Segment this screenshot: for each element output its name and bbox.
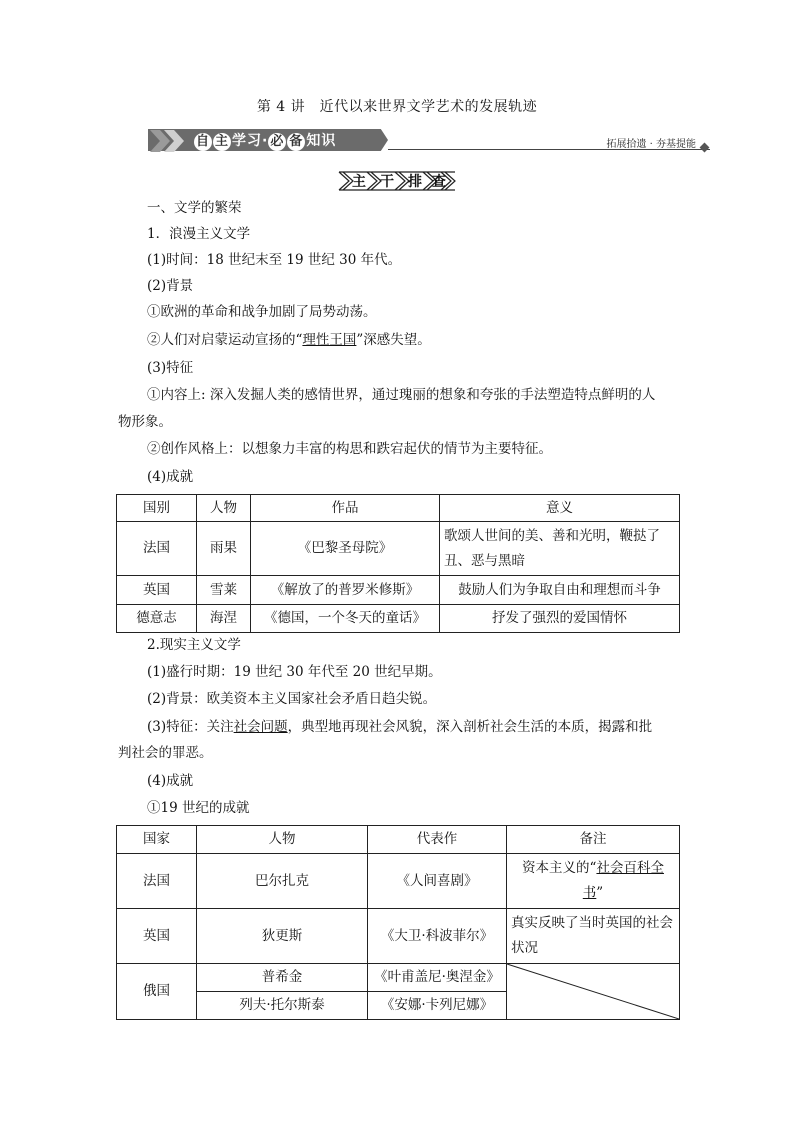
diagonal-line bbox=[507, 964, 679, 1019]
table-cell: 德意志 bbox=[117, 605, 197, 633]
table-cell: 雪莱 bbox=[197, 576, 251, 605]
table-cell: 列夫·托尔斯泰 bbox=[197, 992, 368, 1020]
subheading bbox=[0, 170, 794, 196]
underlined-term: 社会问题 bbox=[233, 719, 288, 735]
table-header: 人物 bbox=[197, 495, 251, 522]
table-row bbox=[117, 909, 680, 964]
paragraph: ①欧洲的革命和战争加剧了局势动荡。 bbox=[147, 304, 377, 320]
table-header-row bbox=[117, 495, 680, 522]
paragraph: ①内容上: 深入发掘人类的感情世界，通过瑰丽的想象和夸张的手法塑造特点鲜明的人 bbox=[147, 387, 656, 403]
paragraph-label: (2)背景 bbox=[147, 278, 194, 294]
banner-title bbox=[194, 130, 336, 151]
banner-text-2: 知识 bbox=[306, 133, 337, 149]
table-cell: 《叶甫盖尼·奥涅金》 bbox=[368, 964, 507, 992]
paragraph: (1)盛行时期：19 世纪 30 年代至 20 世纪早期。 bbox=[147, 664, 442, 680]
table-cell: 鼓励人们为争取自由和理想而斗争 bbox=[440, 576, 680, 605]
table-cell: 《安娜·卡列尼娜》 bbox=[368, 992, 507, 1020]
table-header: 代表作 bbox=[368, 826, 507, 854]
subsection-heading: 1．浪漫主义文学 bbox=[147, 226, 251, 242]
subheading-char: 排 bbox=[408, 174, 422, 190]
table-row bbox=[117, 854, 680, 909]
diamond-icon bbox=[700, 143, 710, 153]
paragraph-label: (4)成就 bbox=[147, 469, 194, 485]
realism-table bbox=[116, 825, 680, 1020]
chevron-arrows-icon bbox=[150, 127, 192, 155]
table-cell: 普希金 bbox=[197, 964, 368, 992]
banner-char-circle: 主 bbox=[214, 134, 229, 149]
paragraph bbox=[147, 330, 431, 350]
table-cell: 《人间喜剧》 bbox=[368, 854, 507, 909]
table-cell: 巴尔扎克 bbox=[197, 854, 368, 909]
table-cell: 雨果 bbox=[197, 522, 251, 576]
table-cell: 法国 bbox=[117, 522, 197, 576]
paragraph-label: (3)特征 bbox=[147, 360, 194, 376]
table-header: 意义 bbox=[440, 495, 680, 522]
table-cell: 歌颂人世间的美、善和光明，鞭挞了丑、恶与黑暗 bbox=[440, 522, 680, 576]
table-header: 人物 bbox=[197, 826, 368, 854]
paragraph: (1)时间：18 世纪末至 19 世纪 30 年代。 bbox=[147, 252, 402, 268]
banner-char-circle: 备 bbox=[289, 134, 304, 149]
text-span: ，典型地再现社会风貌，深入剖析社会生活的本质，揭露和批 bbox=[287, 719, 653, 735]
subsection-heading: 2.现实主义文学 bbox=[147, 637, 241, 653]
subheading-char: 查 bbox=[432, 174, 446, 190]
underlined-term: 理性王国 bbox=[302, 332, 357, 348]
underlined-term: 社会百科全 bbox=[596, 860, 664, 876]
paragraph: (2)背景：欧美资本主义国家社会矛盾日趋尖锐。 bbox=[147, 691, 437, 707]
table-cell bbox=[507, 854, 680, 909]
subheading-char: 主 bbox=[352, 174, 366, 190]
table-cell: 法国 bbox=[117, 854, 197, 909]
table-cell: 《巴黎圣母院》 bbox=[251, 522, 440, 576]
table-cell: 俄国 bbox=[117, 964, 197, 1020]
banner-char-circle: 必 bbox=[270, 134, 285, 149]
table-cell: 英国 bbox=[117, 576, 197, 605]
paragraph: 物形象。 bbox=[118, 414, 172, 430]
table-header: 国别 bbox=[117, 495, 197, 522]
text-span: ②人们对启蒙运动宣扬的“ bbox=[147, 332, 303, 348]
table-header: 国家 bbox=[117, 826, 197, 854]
paragraph-label: (4)成就 bbox=[147, 773, 194, 789]
banner-right-text: 拓展拾遗 · 夯基提能 bbox=[606, 139, 696, 150]
table-row bbox=[117, 576, 680, 605]
subheading-chevrons bbox=[337, 170, 457, 192]
table-cell: 英国 bbox=[117, 909, 197, 964]
text-span: ”深感失望。 bbox=[356, 332, 431, 348]
table-header: 备注 bbox=[507, 826, 680, 854]
text-span: 资本主义的“ bbox=[522, 860, 597, 876]
paragraph: 判社会的罪恶。 bbox=[118, 745, 213, 761]
banner-char-circle: 自 bbox=[195, 134, 210, 149]
paragraph bbox=[147, 717, 652, 737]
diagonal-empty-cell bbox=[507, 964, 680, 1020]
table-cell: 真实反映了当时英国的社会状况 bbox=[507, 909, 680, 964]
table-row bbox=[117, 522, 680, 576]
table-cell: 海涅 bbox=[197, 605, 251, 633]
banner-text-1: 学习· bbox=[232, 133, 269, 149]
table-cell: 《大卫·科波菲尔》 bbox=[368, 909, 507, 964]
text-span: ” bbox=[596, 885, 604, 901]
table-row bbox=[117, 964, 680, 992]
text-span: (3)特征：关注 bbox=[147, 719, 234, 735]
table-row bbox=[117, 605, 680, 633]
table-cell: 《解放了的普罗米修斯》 bbox=[251, 576, 440, 605]
paragraph: ②创作风格上：以想象力丰富的构思和跌宕起伏的情节为主要特征。 bbox=[147, 441, 552, 457]
table-header-row bbox=[117, 826, 680, 854]
lesson-title: 第 4 讲 近代以来世界文学艺术的发展轨迹 bbox=[256, 99, 538, 115]
table-cell: 抒发了强烈的爱国情怀 bbox=[440, 605, 680, 633]
subheading-char: 干 bbox=[380, 174, 394, 190]
table-header: 作品 bbox=[251, 495, 440, 522]
underlined-term: 书 bbox=[582, 885, 597, 901]
section-banner bbox=[148, 127, 710, 155]
romanticism-table bbox=[116, 494, 680, 633]
table-cell: 狄更斯 bbox=[197, 909, 368, 964]
section-heading: 一、文学的繁荣 bbox=[147, 200, 242, 216]
paragraph-label: ①19 世纪的成就 bbox=[147, 800, 250, 816]
table-cell: 《德国，一个冬天的童话》 bbox=[251, 605, 440, 633]
